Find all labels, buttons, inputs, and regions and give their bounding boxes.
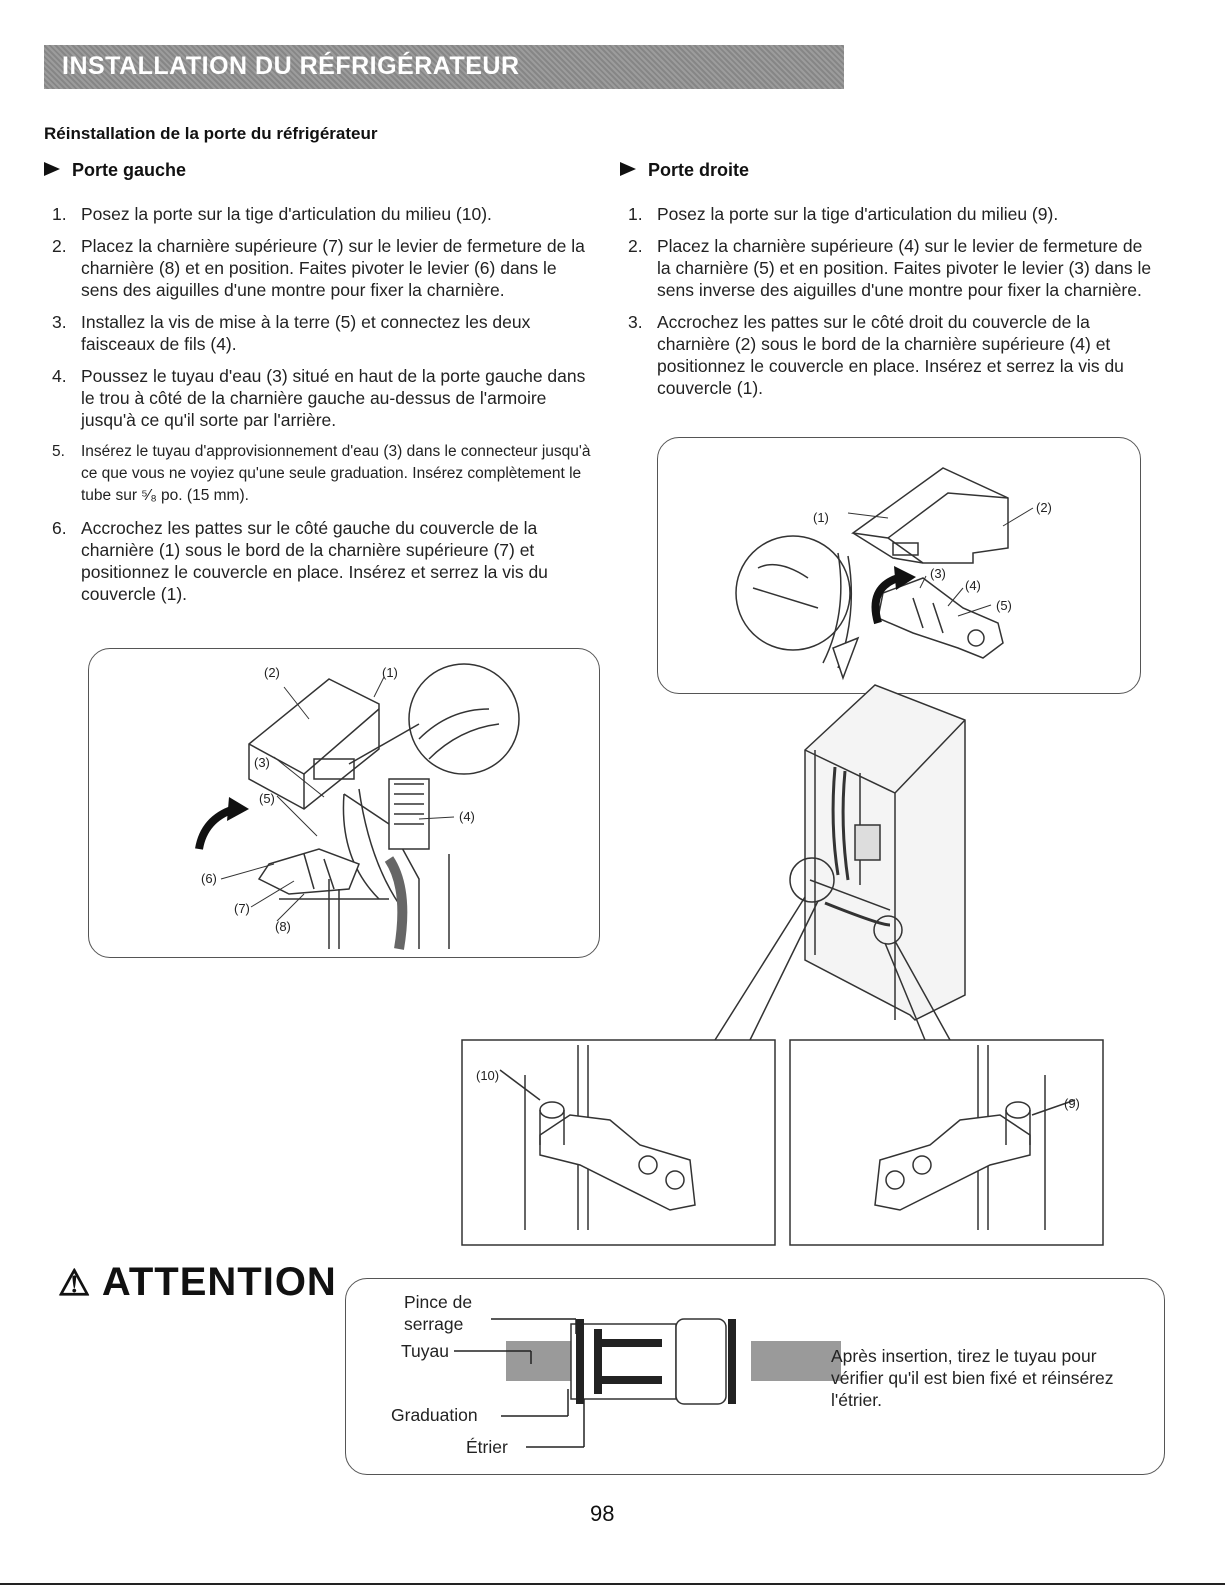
left-door-heading: Porte gauche: [44, 160, 186, 181]
list-item: 2. Placez la charnière supérieure (7) sur le levier de fermeture de la charnière (8) et en position. Faites pivoter le levier (6) dans le sens des aiguilles d'une montre pour fixer la charnière.: [52, 236, 585, 300]
list-item: 3. Accrochez les pattes sur le côté droit du couvercle de la charnière (2) sous le bord de la charnière supérieure (4) et positionnez le couvercle en place. Insérez et serrez la vis du couvercle (1).: [628, 312, 1124, 398]
callout-label: (3): [254, 755, 270, 770]
page-number: 98: [590, 1501, 615, 1526]
hinge-label-left: (10): [476, 1068, 500, 1083]
callout-label: (6): [201, 871, 217, 886]
callout-label: (3): [930, 566, 946, 581]
hinge-label-right: (9): [1064, 1096, 1080, 1111]
play-arrow-icon: [620, 162, 636, 176]
banner-title: INSTALLATION DU RÉFRIGÉRATEUR: [62, 52, 520, 80]
attention-heading: ⚠ ATTENTION: [58, 1260, 337, 1304]
callout-label: (2): [1036, 500, 1052, 515]
attention-note: Après insertion, tirez le tuyau pour vérifier qu'il est bien fixé et réinsérez l'étrier.: [831, 1346, 1114, 1410]
list-item: 5. Insérez le tuyau d'approvisionnement d'eau (3) dans le connecteur jusqu'à ce que vous ne voyiez qu'une seule graduation. Insérez complètement le tube sur ⁵⁄₈ po. (15 mm).: [52, 443, 591, 504]
callout-label: (5): [996, 598, 1012, 613]
callout-label: (4): [965, 578, 981, 593]
right-hinge-figure: [657, 437, 1141, 694]
list-item: 1. Posez la porte sur la tige d'articulation du milieu (10).: [52, 204, 492, 224]
callout-label: (7): [234, 901, 250, 916]
section-banner: [44, 45, 844, 89]
list-item: 4. Poussez le tuyau d'eau (3) situé en haut de la porte gauche dans le trou à côté de la charnière gauche au-dessus de l'armoire jusqu'à ce qu'il sorte par l'arrière.: [52, 366, 586, 430]
refrigerator-illustration: [460, 675, 1120, 1250]
right-hinge-illustration: [658, 438, 1140, 693]
attention-box: [345, 1278, 1165, 1475]
callout-label: (1): [813, 510, 829, 525]
section-title: Réinstallation de la porte du réfrigérateur: [44, 124, 378, 143]
callout-label: (2): [264, 665, 280, 680]
play-arrow-icon: [44, 162, 60, 176]
callout-label: (4): [459, 809, 475, 824]
warning-triangle-icon: ⚠: [58, 1262, 92, 1303]
right-door-steps: [620, 203, 1160, 409]
callout-label: (1): [382, 665, 398, 680]
list-item: 6. Accrochez les pattes sur le côté gauche du couvercle de la charnière (1) sous le bord de la charnière supérieure (7) et positionnez le couvercle en place. Insérez et serrez la vis du couvercle (1).: [52, 518, 548, 604]
list-item: 1. Posez la porte sur la tige d'articulation du milieu (9).: [628, 204, 1059, 224]
pince-label: Pince de serrage: [404, 1292, 473, 1334]
list-item: 3. Installez la vis de mise à la terre (5) et connectez les deux faisceaux de fils (4).: [52, 312, 531, 354]
right-door-heading: Porte droite: [620, 160, 749, 181]
etrier-label: Étrier: [466, 1437, 508, 1457]
callout-label: (5): [259, 791, 275, 806]
graduation-label: Graduation: [391, 1405, 478, 1425]
tuyau-label: Tuyau: [401, 1341, 449, 1361]
left-door-steps: [44, 203, 594, 615]
list-item: 2. Placez la charnière supérieure (4) sur le levier de fermeture de la charnière (5) et en position. Faites pivoter le levier (3) dans le sens inverse des aiguilles d'une montre pour fixer la charnière.: [628, 236, 1152, 300]
callout-label: (8): [275, 919, 291, 934]
